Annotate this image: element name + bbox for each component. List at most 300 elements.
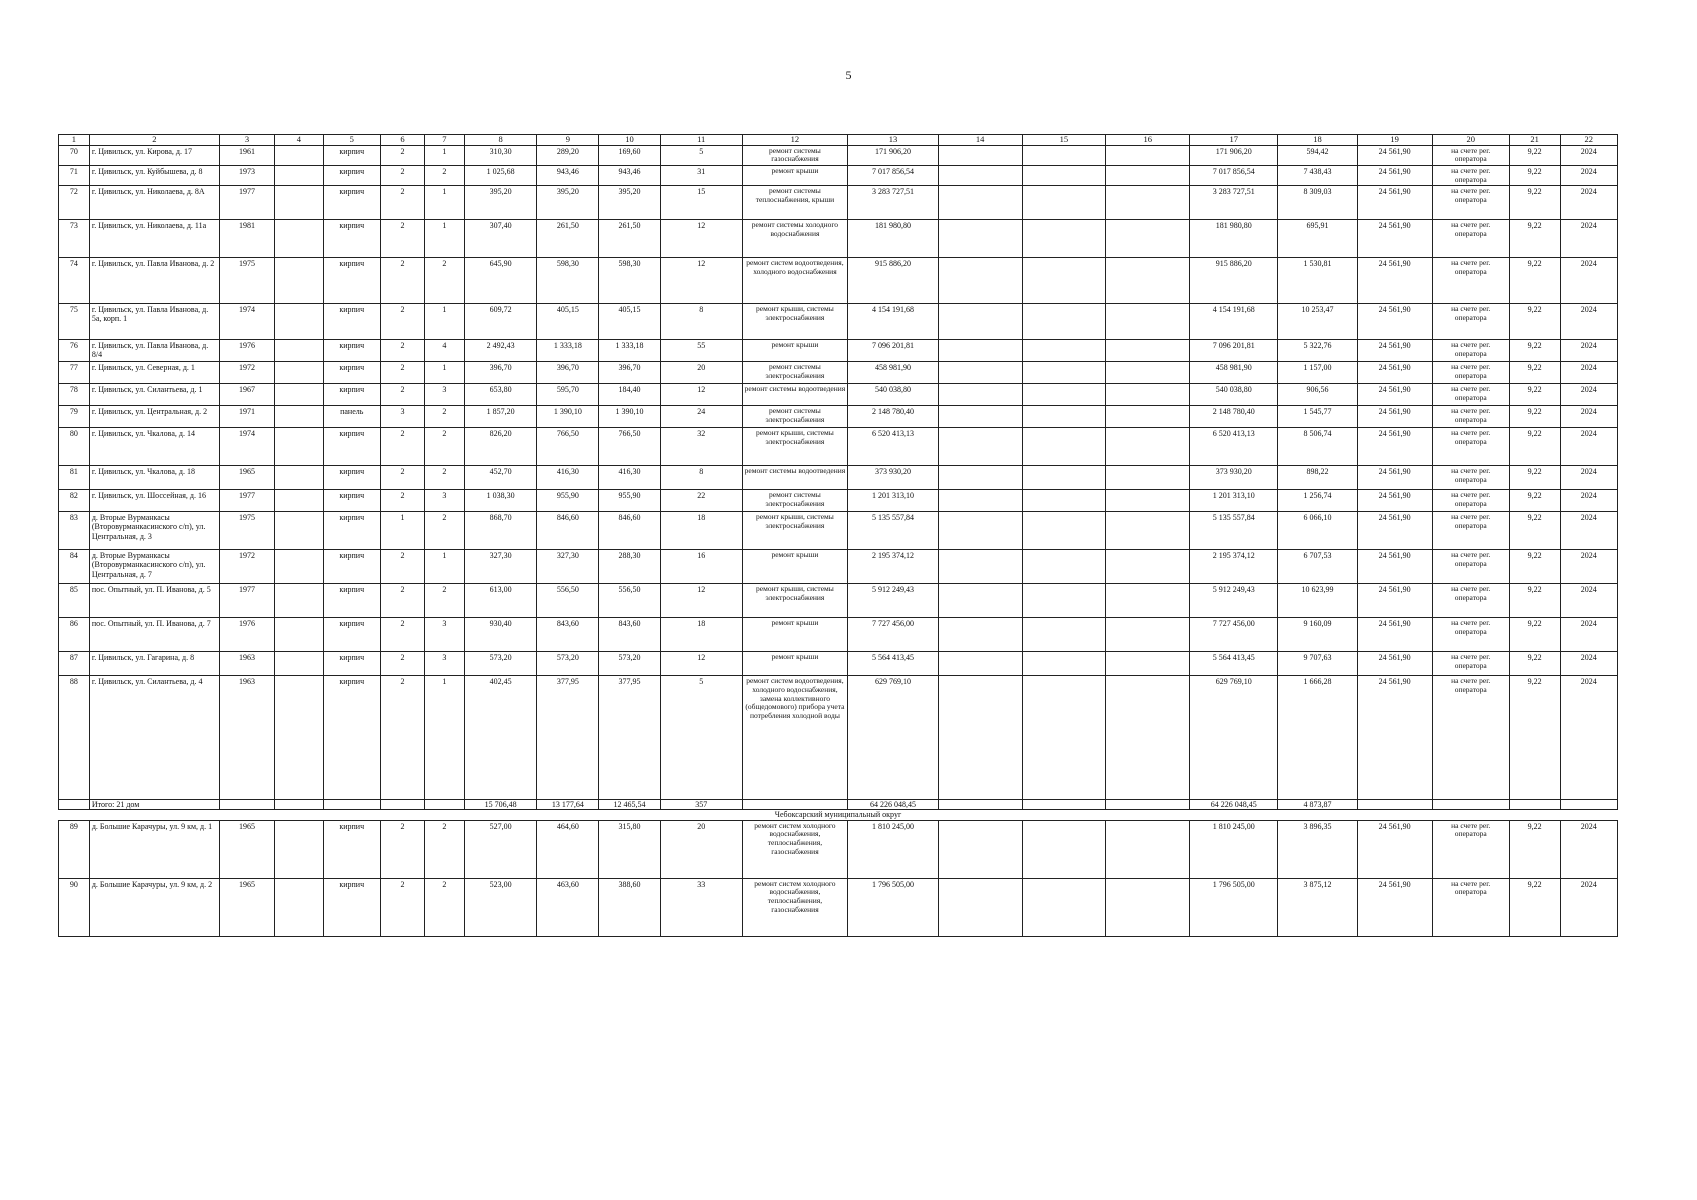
cell-year: 1965 [219, 878, 274, 936]
cell-c22: 2024 [1560, 258, 1617, 304]
cell-work: ремонт крыши, системы электроснабжения [742, 304, 848, 340]
cell-c18: 10 623,99 [1278, 584, 1357, 618]
cell-no: 77 [59, 362, 90, 384]
total-row [59, 800, 1618, 810]
cell-fl: 2 [380, 466, 424, 490]
header-row [59, 135, 1618, 146]
cell-c15 [1022, 820, 1106, 878]
cell-c21: 9,22 [1509, 145, 1560, 165]
cell-work: ремонт системы газоснабжения [742, 145, 848, 165]
cell-c17: 181 980,80 [1190, 220, 1278, 258]
cell-a9: 377,95 [537, 676, 599, 800]
cell-year: 1963 [219, 652, 274, 676]
cell-c16 [1106, 304, 1190, 340]
cell-cost: 7 017 856,54 [848, 166, 938, 186]
cell-year: 1965 [219, 820, 274, 878]
cell-mat: кирпич [323, 258, 380, 304]
total-a8: 15 706,48 [464, 800, 537, 810]
cell-c4 [275, 145, 324, 165]
table-row [59, 676, 1618, 800]
table-row [59, 220, 1618, 258]
cell-work: ремонт крыши, системы электроснабжения [742, 512, 848, 550]
cell-c4 [275, 618, 324, 652]
cell-c19: 24 561,90 [1357, 145, 1432, 165]
table-row [59, 340, 1618, 362]
cell-a8: 523,00 [464, 878, 537, 936]
cell-fl: 1 [380, 512, 424, 550]
cell-c15 [1022, 490, 1106, 512]
cell-fl: 2 [380, 490, 424, 512]
cell-c4 [275, 878, 324, 936]
cell-c18: 10 253,47 [1278, 304, 1357, 340]
column-header: 19 [1357, 135, 1432, 146]
cell-a10: 955,90 [599, 490, 661, 512]
cell-c21: 9,22 [1509, 304, 1560, 340]
table-row [59, 304, 1618, 340]
cell-c14 [938, 584, 1022, 618]
cell-no: 89 [59, 820, 90, 878]
cell-addr: г. Цивильск, ул. Шоссейная, д. 16 [89, 490, 219, 512]
cell-mat: кирпич [323, 512, 380, 550]
cell-c14 [938, 652, 1022, 676]
cell-c18: 1 530,81 [1278, 258, 1357, 304]
cell-addr: г. Цивильск, ул. Николаева, д. 11а [89, 220, 219, 258]
cell-c22: 2024 [1560, 406, 1617, 428]
table-row [59, 428, 1618, 466]
cell-mat: кирпич [323, 676, 380, 800]
cell-fl: 2 [380, 820, 424, 878]
cell-work: ремонт систем водоотведения, холодного водоснабжения [742, 258, 848, 304]
cell-a9: 463,60 [537, 878, 599, 936]
section-row [59, 810, 1618, 820]
cell-c14 [938, 428, 1022, 466]
cell-c15 [1022, 584, 1106, 618]
cell-c15 [1022, 652, 1106, 676]
cell-cost: 7 727 456,00 [848, 618, 938, 652]
cell-c22: 2024 [1560, 145, 1617, 165]
table-row [59, 186, 1618, 220]
cell-c18: 898,22 [1278, 466, 1357, 490]
cell-c16 [1106, 878, 1190, 936]
cell-c15 [1022, 166, 1106, 186]
cell-fl: 2 [380, 166, 424, 186]
cell-en: 2 [425, 428, 465, 466]
cell-c21: 9,22 [1509, 258, 1560, 304]
cell-a9: 289,20 [537, 145, 599, 165]
cell-mat: кирпич [323, 550, 380, 584]
cell-a10: 573,20 [599, 652, 661, 676]
cell-en: 1 [425, 550, 465, 584]
cell-work: ремонт крыши [742, 618, 848, 652]
cell-a8: 395,20 [464, 186, 537, 220]
cell-c19: 24 561,90 [1357, 512, 1432, 550]
cell-a8: 868,70 [464, 512, 537, 550]
cell-work: ремонт крыши [742, 340, 848, 362]
cell-c19: 24 561,90 [1357, 340, 1432, 362]
cell-a9: 1 390,10 [537, 406, 599, 428]
cell-a10: 288,30 [599, 550, 661, 584]
cell-a9: 943,46 [537, 166, 599, 186]
cell-a8: 527,00 [464, 820, 537, 878]
cell-a8: 307,40 [464, 220, 537, 258]
cell-c17: 1 810 245,00 [1190, 820, 1278, 878]
column-header: 6 [380, 135, 424, 146]
cell-year: 1963 [219, 676, 274, 800]
cell-work: ремонт системы водоотведения [742, 466, 848, 490]
cell-a9: 464,60 [537, 820, 599, 878]
cell-c15 [1022, 618, 1106, 652]
cell-a8: 1 857,20 [464, 406, 537, 428]
cell-year: 1971 [219, 406, 274, 428]
cell-c20: на счете рег. оператора [1432, 652, 1509, 676]
cell-res: 12 [660, 652, 742, 676]
cell-c21: 9,22 [1509, 490, 1560, 512]
cell-c22: 2024 [1560, 618, 1617, 652]
cell-fl: 2 [380, 584, 424, 618]
cell-a10: 766,50 [599, 428, 661, 466]
cell-c18: 906,56 [1278, 384, 1357, 406]
cell-c20: на счете рег. оператора [1432, 878, 1509, 936]
cell-c22: 2024 [1560, 166, 1617, 186]
cell-a9: 405,15 [537, 304, 599, 340]
cell-c22: 2024 [1560, 304, 1617, 340]
cell-c17: 171 906,20 [1190, 145, 1278, 165]
cell-year: 1974 [219, 304, 274, 340]
cell-year: 1972 [219, 362, 274, 384]
cell-no: 82 [59, 490, 90, 512]
cell-res: 15 [660, 186, 742, 220]
total-c20 [1432, 800, 1509, 810]
cell-a10: 598,30 [599, 258, 661, 304]
cell-a9: 416,30 [537, 466, 599, 490]
cell-a10: 169,60 [599, 145, 661, 165]
cell-c15 [1022, 186, 1106, 220]
cell-c14 [938, 490, 1022, 512]
cell-addr: пос. Опытный, ул. П. Иванова, д. 7 [89, 618, 219, 652]
cell-c16 [1106, 384, 1190, 406]
cell-c17: 7 096 201,81 [1190, 340, 1278, 362]
cell-no: 83 [59, 512, 90, 550]
total-c21 [1509, 800, 1560, 810]
cell-c17: 458 981,90 [1190, 362, 1278, 384]
cell-c20: на счете рег. оператора [1432, 512, 1509, 550]
cell-year: 1977 [219, 584, 274, 618]
cell-work: ремонт системы электроснабжения [742, 362, 848, 384]
cell-a10: 405,15 [599, 304, 661, 340]
cell-cost: 7 096 201,81 [848, 340, 938, 362]
table-row [59, 258, 1618, 304]
cell-c21: 9,22 [1509, 362, 1560, 384]
cell-en: 4 [425, 340, 465, 362]
cell-en: 1 [425, 362, 465, 384]
cell-work: ремонт систем холодного водоснабжения, теплоснабжения, газоснабжения [742, 878, 848, 936]
cell-no: 79 [59, 406, 90, 428]
cell-c19: 24 561,90 [1357, 618, 1432, 652]
cell-mat: кирпич [323, 878, 380, 936]
cell-c19: 24 561,90 [1357, 384, 1432, 406]
cell-fl: 2 [380, 618, 424, 652]
cell-c22: 2024 [1560, 466, 1617, 490]
cell-c21: 9,22 [1509, 428, 1560, 466]
cell-mat: кирпич [323, 652, 380, 676]
cell-addr: д. Большие Карачуры, ул. 9 км, д. 1 [89, 820, 219, 878]
cell-c21: 9,22 [1509, 384, 1560, 406]
cell-res: 55 [660, 340, 742, 362]
cell-c4 [275, 820, 324, 878]
cell-c15 [1022, 340, 1106, 362]
cell-en: 1 [425, 220, 465, 258]
cell-work: ремонт системы электроснабжения [742, 406, 848, 428]
cell-addr: г. Цивильск, ул. Павла Иванова, д. 5а, корп. 1 [89, 304, 219, 340]
cell-c17: 2 148 780,40 [1190, 406, 1278, 428]
column-header: 9 [537, 135, 599, 146]
table-row [59, 362, 1618, 384]
cell-year: 1977 [219, 490, 274, 512]
cell-c17: 373 930,20 [1190, 466, 1278, 490]
cell-en: 1 [425, 304, 465, 340]
cell-no: 86 [59, 618, 90, 652]
cell-c4 [275, 166, 324, 186]
column-header: 16 [1106, 135, 1190, 146]
cell-c16 [1106, 618, 1190, 652]
column-header: 18 [1278, 135, 1357, 146]
cell-c20: на счете рег. оператора [1432, 304, 1509, 340]
cell-no: 85 [59, 584, 90, 618]
cell-c18: 7 438,43 [1278, 166, 1357, 186]
cell-c17: 6 520 413,13 [1190, 428, 1278, 466]
cell-res: 8 [660, 304, 742, 340]
cell-c15 [1022, 384, 1106, 406]
cell-c20: на счете рег. оператора [1432, 145, 1509, 165]
cell-res: 12 [660, 258, 742, 304]
total-cost: 64 226 048,45 [848, 800, 938, 810]
cell-c20: на счете рег. оператора [1432, 258, 1509, 304]
cell-cost: 458 981,90 [848, 362, 938, 384]
cell-fl: 2 [380, 362, 424, 384]
cell-addr: г. Цивильск, ул. Чкалова, д. 14 [89, 428, 219, 466]
cell-a9: 1 333,18 [537, 340, 599, 362]
cell-c20: на счете рег. оператора [1432, 220, 1509, 258]
table-row [59, 466, 1618, 490]
column-header: 17 [1190, 135, 1278, 146]
cell-c14 [938, 878, 1022, 936]
cell-a9: 955,90 [537, 490, 599, 512]
cell-year: 1974 [219, 428, 274, 466]
cell-c14 [938, 166, 1022, 186]
cell-c4 [275, 384, 324, 406]
cell-a8: 930,40 [464, 618, 537, 652]
cell-c17: 540 038,80 [1190, 384, 1278, 406]
capital-repair-table [58, 134, 1618, 937]
cell-mat: кирпич [323, 186, 380, 220]
cell-addr: г. Цивильск, ул. Центральная, д. 2 [89, 406, 219, 428]
cell-c16 [1106, 258, 1190, 304]
cell-en: 1 [425, 145, 465, 165]
cell-c20: на счете рег. оператора [1432, 428, 1509, 466]
cell-c20: на счете рег. оператора [1432, 466, 1509, 490]
cell-res: 12 [660, 220, 742, 258]
cell-cost: 5 564 413,45 [848, 652, 938, 676]
table-row [59, 878, 1618, 936]
cell-work: ремонт системы водоотведения [742, 384, 848, 406]
column-header: 8 [464, 135, 537, 146]
cell-fl: 2 [380, 878, 424, 936]
cell-res: 12 [660, 584, 742, 618]
cell-c18: 5 322,76 [1278, 340, 1357, 362]
cell-c18: 3 896,35 [1278, 820, 1357, 878]
cell-no: 81 [59, 466, 90, 490]
cell-c15 [1022, 878, 1106, 936]
total-c17: 64 226 048,45 [1190, 800, 1278, 810]
cell-no: 72 [59, 186, 90, 220]
cell-a10: 1 390,10 [599, 406, 661, 428]
cell-year: 1976 [219, 340, 274, 362]
cell-cost: 6 520 413,13 [848, 428, 938, 466]
table-row [59, 584, 1618, 618]
cell-mat: панель [323, 406, 380, 428]
total-a10: 12 465,54 [599, 800, 661, 810]
cell-a9: 327,30 [537, 550, 599, 584]
cell-res: 12 [660, 384, 742, 406]
cell-en: 3 [425, 652, 465, 676]
cell-c16 [1106, 820, 1190, 878]
cell-c15 [1022, 145, 1106, 165]
cell-work: ремонт системы теплоснабжения, крыши [742, 186, 848, 220]
cell-no: 87 [59, 652, 90, 676]
cell-en: 3 [425, 490, 465, 512]
cell-fl: 2 [380, 304, 424, 340]
cell-a10: 556,50 [599, 584, 661, 618]
cell-fl: 2 [380, 220, 424, 258]
cell-cost: 1 201 313,10 [848, 490, 938, 512]
cell-res: 18 [660, 512, 742, 550]
cell-res: 5 [660, 145, 742, 165]
cell-c15 [1022, 362, 1106, 384]
total-c19 [1357, 800, 1432, 810]
cell-res: 16 [660, 550, 742, 584]
cell-no: 75 [59, 304, 90, 340]
cell-a8: 609,72 [464, 304, 537, 340]
cell-a10: 315,80 [599, 820, 661, 878]
cell-cost: 1 810 245,00 [848, 820, 938, 878]
cell-c18: 8 506,74 [1278, 428, 1357, 466]
cell-c4 [275, 220, 324, 258]
cell-c16 [1106, 186, 1190, 220]
cell-a9: 396,70 [537, 362, 599, 384]
cell-c15 [1022, 220, 1106, 258]
cell-mat: кирпич [323, 166, 380, 186]
cell-year: 1976 [219, 618, 274, 652]
cell-c17: 1 796 505,00 [1190, 878, 1278, 936]
cell-c22: 2024 [1560, 878, 1617, 936]
cell-mat: кирпич [323, 220, 380, 258]
cell-no: 71 [59, 166, 90, 186]
cell-c17: 4 154 191,68 [1190, 304, 1278, 340]
cell-cost: 373 930,20 [848, 466, 938, 490]
cell-c4 [275, 550, 324, 584]
cell-a10: 943,46 [599, 166, 661, 186]
total-year [219, 800, 274, 810]
cell-en: 1 [425, 676, 465, 800]
total-work [742, 800, 848, 810]
cell-en: 1 [425, 186, 465, 220]
cell-c21: 9,22 [1509, 550, 1560, 584]
cell-a8: 613,00 [464, 584, 537, 618]
column-header: 12 [742, 135, 848, 146]
cell-mat: кирпич [323, 304, 380, 340]
total-c22 [1560, 800, 1617, 810]
cell-c4 [275, 340, 324, 362]
cell-res: 31 [660, 166, 742, 186]
cell-c14 [938, 186, 1022, 220]
cell-year: 1981 [219, 220, 274, 258]
table-row [59, 618, 1618, 652]
cell-c4 [275, 428, 324, 466]
cell-c4 [275, 362, 324, 384]
cell-c21: 9,22 [1509, 820, 1560, 878]
column-header: 3 [219, 135, 274, 146]
total-no [59, 800, 90, 810]
total-en [425, 800, 465, 810]
column-header: 21 [1509, 135, 1560, 146]
table-row [59, 550, 1618, 584]
cell-c15 [1022, 258, 1106, 304]
cell-c16 [1106, 220, 1190, 258]
cell-c18: 1 157,00 [1278, 362, 1357, 384]
cell-res: 5 [660, 676, 742, 800]
cell-cost: 5 912 249,43 [848, 584, 938, 618]
cell-c14 [938, 145, 1022, 165]
cell-c4 [275, 406, 324, 428]
cell-work: ремонт крыши, системы электроснабжения [742, 428, 848, 466]
cell-c14 [938, 618, 1022, 652]
total-mat [323, 800, 380, 810]
cell-c4 [275, 584, 324, 618]
cell-c20: на счете рег. оператора [1432, 384, 1509, 406]
column-header: 2 [89, 135, 219, 146]
cell-c21: 9,22 [1509, 186, 1560, 220]
cell-year: 1975 [219, 512, 274, 550]
cell-fl: 3 [380, 406, 424, 428]
cell-c16 [1106, 676, 1190, 800]
cell-cost: 181 980,80 [848, 220, 938, 258]
cell-no: 74 [59, 258, 90, 304]
cell-fl: 2 [380, 652, 424, 676]
cell-no: 88 [59, 676, 90, 800]
cell-a9: 846,60 [537, 512, 599, 550]
cell-a9: 556,50 [537, 584, 599, 618]
cell-cost: 5 135 557,84 [848, 512, 938, 550]
cell-c15 [1022, 676, 1106, 800]
cell-c21: 9,22 [1509, 512, 1560, 550]
total-addr: Итого: 21 дом [89, 800, 219, 810]
cell-en: 2 [425, 512, 465, 550]
total-a9: 13 177,64 [537, 800, 599, 810]
cell-c16 [1106, 406, 1190, 428]
cell-c22: 2024 [1560, 584, 1617, 618]
cell-a8: 310,30 [464, 145, 537, 165]
cell-c22: 2024 [1560, 676, 1617, 800]
cell-a8: 573,20 [464, 652, 537, 676]
cell-cost: 4 154 191,68 [848, 304, 938, 340]
cell-c22: 2024 [1560, 652, 1617, 676]
cell-c21: 9,22 [1509, 676, 1560, 800]
column-header: 1 [59, 135, 90, 146]
cell-c19: 24 561,90 [1357, 362, 1432, 384]
cell-res: 8 [660, 466, 742, 490]
cell-a9: 261,50 [537, 220, 599, 258]
cell-c22: 2024 [1560, 428, 1617, 466]
